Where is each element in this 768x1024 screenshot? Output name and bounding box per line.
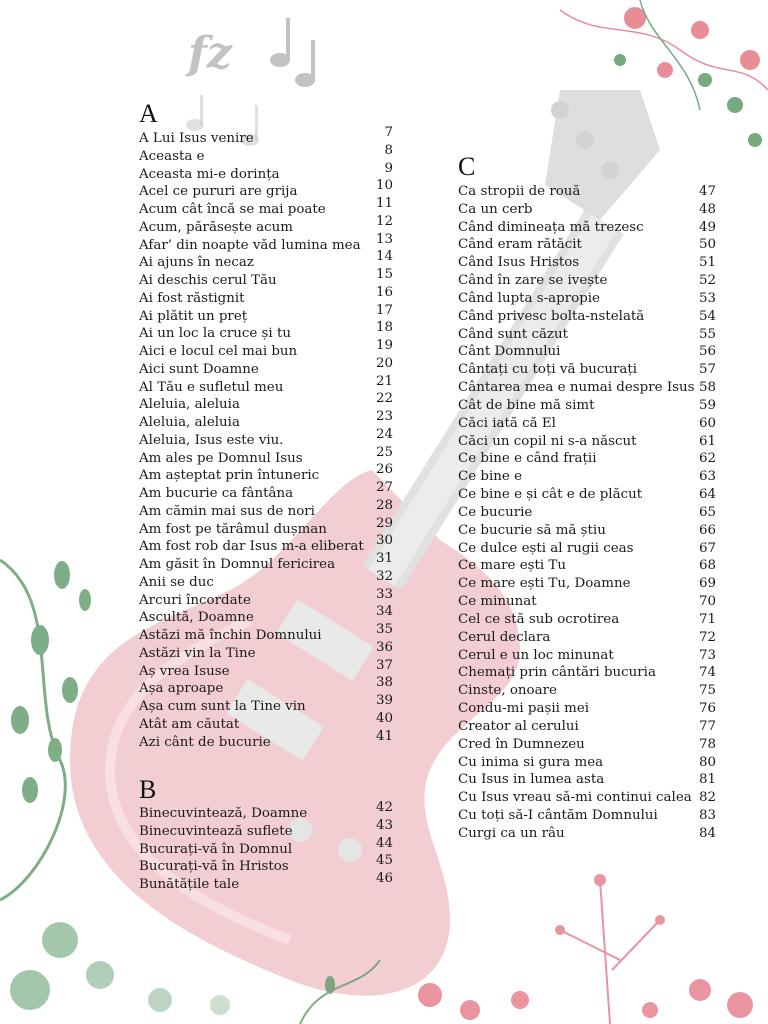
toc-entry[interactable] <box>458 700 716 717</box>
toc-entry-page-number: 60 <box>698 415 716 431</box>
toc-entry-page-number: 40 <box>375 710 393 726</box>
toc-entry[interactable] <box>139 728 393 751</box>
toc-entry-title: Căci iată că El <box>458 415 556 431</box>
toc-entry[interactable] <box>458 522 716 539</box>
toc-entry-title: Aici sunt Doamne <box>139 361 259 377</box>
toc-entry-page-number: 70 <box>698 594 716 610</box>
toc-entry[interactable] <box>139 710 393 733</box>
toc-entry[interactable] <box>458 682 716 699</box>
toc-entry-title: Ce bucurie <box>458 504 533 520</box>
toc-entry-page-number: 75 <box>698 683 716 699</box>
toc-entry-title: Aici e locul cel mai bun <box>139 344 298 359</box>
toc-entry-title: Așa cum sunt la Tine vin <box>139 699 306 714</box>
toc-entry-title: Am fost rob dar Isus m-a eliberat <box>139 539 364 555</box>
toc-entry-page-number: 73 <box>698 647 716 663</box>
toc-entry-page-number: 49 <box>698 219 716 235</box>
toc-entry[interactable] <box>458 647 716 664</box>
toc-entry-page-number: 30 <box>375 533 393 549</box>
toc-entry-page-number: 44 <box>375 835 393 851</box>
toc-entry-page-number: 84 <box>698 825 716 841</box>
toc-entry-title: Curgi ca un râu <box>458 825 565 841</box>
toc-entry[interactable] <box>139 657 393 680</box>
toc-entry[interactable] <box>139 213 393 236</box>
toc-entry-title: Ce mare ești Tu, Doamne <box>458 576 631 592</box>
toc-entry-title: Ce bine e când frații <box>458 451 597 467</box>
toc-entry-title: Am cămin mai sus de nori <box>139 503 315 519</box>
toc-entry[interactable] <box>458 825 716 842</box>
toc-entry[interactable] <box>139 497 393 520</box>
toc-entry[interactable] <box>139 302 393 325</box>
toc-entry-title: Aceasta e <box>139 148 205 164</box>
toc-entry-page-number: 55 <box>698 326 716 342</box>
toc-entry-title: Ce dulce ești al rugii ceas <box>458 540 634 556</box>
toc-entry-title: Binecuvintează suflete <box>139 823 293 839</box>
toc-entry-page-number: 18 <box>375 320 393 336</box>
toc-entry-page-number: 26 <box>375 462 393 478</box>
toc-entry[interactable] <box>139 800 393 822</box>
toc-entry-title: Aleluia, aleluia <box>139 415 240 430</box>
toc-entry-title: Când eram rătăcit <box>458 237 582 253</box>
toc-entry-page-number: 59 <box>698 397 716 413</box>
toc-entry[interactable] <box>458 789 716 806</box>
toc-entry[interactable] <box>139 267 393 289</box>
toc-entry-page-number: 71 <box>698 611 716 627</box>
toc-entry-title: Cu toți să-I cântăm Domnului <box>458 808 658 824</box>
toc-entry[interactable] <box>139 196 393 218</box>
toc-entry-page-number: 24 <box>375 426 393 442</box>
toc-entry[interactable] <box>139 604 393 626</box>
toc-entry-page-number: 78 <box>698 736 716 752</box>
toc-entry-page-number: 43 <box>375 817 393 833</box>
toc-entry-page-number: 66 <box>698 522 716 538</box>
toc-entry-page-number: 57 <box>698 362 716 378</box>
toc-entry-page-number: 29 <box>375 515 393 531</box>
section-letter: A <box>139 99 158 128</box>
toc-entry[interactable] <box>139 355 393 378</box>
toc-entry[interactable] <box>458 254 716 271</box>
toc-entry-page-number: 15 <box>375 267 393 282</box>
toc-entry-title: Ai fost răstignit <box>139 290 245 306</box>
toc-entry-page-number: 35 <box>375 622 393 637</box>
toc-entry[interactable] <box>458 540 716 557</box>
toc-entry-page-number: 28 <box>375 497 393 513</box>
toc-entry-page-number: 11 <box>375 196 393 211</box>
toc-entry[interactable] <box>139 533 393 555</box>
toc-entry[interactable] <box>458 272 716 289</box>
toc-entry[interactable] <box>139 320 393 342</box>
toc-entry[interactable] <box>139 480 393 502</box>
toc-entry-page-number: 17 <box>375 302 393 318</box>
toc-entry-page-number: 81 <box>698 772 716 788</box>
toc-entry[interactable] <box>139 249 393 271</box>
toc-entry-page-number: 54 <box>698 308 716 324</box>
toc-entry-page-number: 21 <box>375 373 393 389</box>
toc-entry-title: Când dimineața mă trezesc <box>458 219 644 235</box>
toc-entry[interactable] <box>139 444 393 467</box>
toc-entry-page-number: 80 <box>698 754 716 770</box>
toc-entry-title: Condu-mi pașii mei <box>458 701 590 717</box>
toc-entry[interactable] <box>458 504 716 521</box>
toc-entry-title: Am bucurie ca fântâna <box>139 486 294 501</box>
toc-entry[interactable] <box>139 693 393 715</box>
toc-entry-page-number: 46 <box>375 871 393 887</box>
toc-entry-title: Cel ce stă sub ocrotirea <box>458 611 620 627</box>
toc-entry-page-number: 69 <box>698 576 716 592</box>
toc-entry-title: Când sunt căzut <box>458 326 568 342</box>
toc-entry-title: Atât am căutat <box>139 716 240 732</box>
toc-entry-page-number: 83 <box>698 808 716 824</box>
toc-entry-title: Ce bine e și cât e de plăcut <box>458 487 643 503</box>
toc-entry-page-number: 39 <box>375 693 393 708</box>
toc-entry[interactable] <box>458 219 716 236</box>
toc-entry-title: Am așteptat prin întuneric <box>139 468 320 484</box>
dynamic-mark-text: fz <box>188 28 232 79</box>
toc-entry-title: Cântarea mea e numai despre Isus <box>458 380 695 396</box>
toc-entry[interactable] <box>139 622 393 644</box>
section-letter: B <box>139 775 157 804</box>
toc-entry[interactable] <box>139 373 393 396</box>
toc-entry[interactable] <box>458 450 716 467</box>
toc-entry[interactable] <box>139 835 393 858</box>
toc-entry-page-number: 76 <box>698 701 716 717</box>
toc-entry-page-number: 65 <box>698 504 716 520</box>
toc-entry-title: Astăzi mă închin Domnului <box>139 628 322 643</box>
toc-entry[interactable] <box>458 326 716 343</box>
toc-entry-page-number: 51 <box>698 255 716 271</box>
toc-entry[interactable] <box>458 290 716 307</box>
toc-entry-title: Când privesc bolta-nstelată <box>458 308 645 324</box>
toc-entry[interactable] <box>139 391 393 413</box>
toc-entry-page-number: 58 <box>698 380 716 396</box>
toc-entry-page-number: 50 <box>698 237 716 253</box>
toc-entry[interactable] <box>458 736 716 753</box>
toc-entry-title: Acel ce pururi are grija <box>139 184 298 200</box>
toc-entry-page-number: 45 <box>375 853 393 869</box>
toc-entry[interactable] <box>139 853 393 875</box>
toc-entry-title: Acum cât încă se mai poate <box>139 202 326 217</box>
toc-entry-title: Binecuvintează, Doamne <box>139 806 308 821</box>
toc-entry[interactable] <box>458 361 716 378</box>
toc-entry[interactable] <box>458 629 716 646</box>
toc-entry[interactable] <box>139 515 393 538</box>
toc-entry-page-number: 27 <box>375 480 393 495</box>
toc-entry-page-number: 64 <box>698 487 716 503</box>
toc-entry-page-number: 16 <box>375 284 393 300</box>
toc-entry[interactable] <box>458 486 716 503</box>
toc-entry-title: Ce bucurie să mă știu <box>458 522 606 538</box>
toc-entry-title: Așa aproape <box>139 681 224 697</box>
toc-entry-page-number: 53 <box>698 290 716 306</box>
toc-entry[interactable] <box>458 201 716 218</box>
toc-entry[interactable] <box>458 433 716 450</box>
toc-entry-title: Cât de bine mă simt <box>458 397 595 413</box>
toc-entry-page-number: 72 <box>698 629 716 645</box>
toc-entry-title: A Lui Isus venire <box>139 131 254 146</box>
toc-entry-title: Arcuri încordate <box>139 592 251 608</box>
toc-entry-title: Aceasta mi-e dorința <box>139 166 280 182</box>
toc-entry[interactable] <box>139 125 393 147</box>
toc-entry-title: Aș vrea Isuse <box>139 663 230 679</box>
toc-entry-page-number: 52 <box>698 273 716 289</box>
toc-entry-title: Când în zare se ivește <box>458 273 608 289</box>
toc-entry-title: Ce mare ești Tu <box>458 558 566 574</box>
toc-entry-page-number: 42 <box>375 800 393 815</box>
toc-entry-title: Azi cânt de bucurie <box>139 734 271 750</box>
toc-entry[interactable] <box>458 664 716 681</box>
toc-entry[interactable] <box>458 593 716 610</box>
toc-entry-page-number: 8 <box>384 142 393 158</box>
toc-entry-title: Aleluia, Isus este viu. <box>139 432 284 448</box>
toc-entry-page-number: 47 <box>698 184 716 199</box>
toc-entry-title: Ai deschis cerul Tău <box>139 273 277 288</box>
toc-entry-title: Cu Isus vreau să-mi continui calea <box>458 790 692 806</box>
toc-entry[interactable] <box>139 639 393 662</box>
toc-entry-title: Bunătățile tale <box>139 877 240 893</box>
toc-entry-title: Ai un loc la cruce și tu <box>139 326 291 342</box>
toc-entry-title: Bucurați-vă în Hristos <box>139 859 289 875</box>
toc-entry-page-number: 63 <box>698 469 716 485</box>
toc-entry-page-number: 23 <box>375 409 393 424</box>
toc-entry-page-number: 9 <box>384 160 393 176</box>
toc-entry[interactable] <box>458 575 716 592</box>
toc-entry-page-number: 31 <box>375 551 393 566</box>
toc-entry-page-number: 10 <box>375 178 393 194</box>
toc-entry-page-number: 32 <box>375 568 393 584</box>
toc-entry[interactable] <box>458 308 716 325</box>
toc-entry[interactable] <box>458 718 716 735</box>
toc-entry[interactable] <box>458 397 716 414</box>
toc-entry-title: Cânt Domnului <box>458 344 561 360</box>
toc-entry[interactable] <box>458 807 716 824</box>
toc-entry[interactable] <box>458 557 716 574</box>
toc-entry[interactable] <box>458 236 716 253</box>
toc-entry[interactable] <box>139 871 393 893</box>
toc-entry-page-number: 22 <box>375 391 393 407</box>
toc-entry-title: Am fost pe tărâmul dușman <box>139 521 327 537</box>
toc-entry-title: Ascultă, Doamne <box>139 610 254 626</box>
toc-entry-title: Cerul e un loc minunat <box>458 647 614 663</box>
toc-entry-title: Ca un cerb <box>458 201 533 217</box>
toc-entry-page-number: 36 <box>375 639 393 655</box>
toc-entry[interactable] <box>458 379 716 396</box>
toc-entry[interactable] <box>139 568 393 591</box>
toc-entry-page-number: 82 <box>698 790 716 806</box>
toc-entry-title: Cerul declara <box>458 629 551 645</box>
toc-entry-page-number: 12 <box>375 213 393 229</box>
toc-entry-title: Astăzi vin la Tine <box>139 645 256 661</box>
toc-entry-page-number: 19 <box>375 338 393 353</box>
toc-entry-page-number: 20 <box>375 355 393 371</box>
toc-entry-title: Ai ajuns în necaz <box>139 255 254 271</box>
toc-entry[interactable] <box>139 409 393 431</box>
toc-entry-title: Când Isus Hristos <box>458 255 580 271</box>
toc-entry-title: Cu Isus in lumea asta <box>458 772 605 788</box>
toc-entry-title: Cu inima si gura mea <box>458 754 604 770</box>
toc-entry-page-number: 7 <box>384 125 393 140</box>
toc-entry[interactable] <box>139 586 393 609</box>
toc-entry-title: Creator al cerului <box>458 718 579 734</box>
toc-entry-title: Ca stropii de rouă <box>458 184 581 199</box>
toc-entry[interactable] <box>458 183 716 200</box>
toc-entry-title: Ce bine e <box>458 469 523 485</box>
toc-entry-title: Anii se duc <box>139 574 214 590</box>
toc-entry-title: Ai plătit un preț <box>139 308 248 324</box>
toc-entry-page-number: 37 <box>375 657 393 673</box>
music-notes-decoration <box>185 18 315 146</box>
toc-entry-title: Cântați cu toți vă bucurați <box>458 362 638 378</box>
toc-entry-title: Chemați prin cântări bucuria <box>458 665 656 681</box>
toc-entry-title: Am ales pe Domnul Isus <box>139 450 303 466</box>
toc-entry-page-number: 14 <box>375 249 393 265</box>
toc-entry[interactable] <box>139 178 393 200</box>
toc-entry-page-number: 56 <box>698 344 716 360</box>
toc-entry[interactable] <box>139 160 393 183</box>
toc-entry[interactable] <box>139 338 393 360</box>
toc-entry-title: Acum, părăsește acum <box>139 219 293 235</box>
toc-entry[interactable] <box>458 754 716 771</box>
toc-entry-page-number: 61 <box>698 433 716 449</box>
toc-entry-title: Când lupta s-apropie <box>458 290 600 306</box>
toc-entry-title: Aleluia, aleluia <box>139 397 240 413</box>
toc-entry-page-number: 13 <box>375 231 393 247</box>
toc-entry-page-number: 68 <box>698 558 716 574</box>
toc-entry-page-number: 38 <box>375 675 393 691</box>
toc-entry[interactable] <box>139 231 393 254</box>
toc-entry-page-number: 48 <box>698 201 716 217</box>
toc-entry-page-number: 74 <box>698 665 716 681</box>
section-letter: C <box>458 152 476 181</box>
toc-entry[interactable] <box>139 817 393 840</box>
toc-entry-title: Ce minunat <box>458 594 537 610</box>
toc-entry-page-number: 67 <box>698 540 716 556</box>
toc-entry-title: Cinste, onoare <box>458 683 557 699</box>
toc-entry-title: Căci un copil ni s-a născut <box>458 433 637 449</box>
toc-entry[interactable] <box>139 462 393 484</box>
toc-entry-page-number: 34 <box>375 604 393 620</box>
toc-entry-title: Am găsit în Domnul fericirea <box>139 557 336 572</box>
toc-entry[interactable] <box>458 468 716 485</box>
toc-entry-page-number: 33 <box>375 586 393 602</box>
toc-entry[interactable] <box>139 675 393 697</box>
toc-entry[interactable] <box>139 142 393 165</box>
toc-entry-page-number: 41 <box>375 728 393 744</box>
toc-entry-title: Al Tău e sufletul meu <box>139 379 284 395</box>
toc-entry-title: Afar’ din noapte văd lumina mea <box>139 237 361 253</box>
toc-entry[interactable] <box>458 415 716 432</box>
toc-entry[interactable] <box>139 426 393 449</box>
toc-entry[interactable] <box>458 611 716 628</box>
toc-entry-page-number: 25 <box>375 444 393 460</box>
toc-entry-title: Bucurați-vă în Domnul <box>139 841 293 857</box>
toc-entry-title: Cred în Dumnezeu <box>458 736 585 752</box>
toc-entry-page-number: 62 <box>698 451 716 467</box>
toc-entry[interactable] <box>458 771 716 788</box>
toc-entry[interactable] <box>139 551 393 573</box>
toc-entry[interactable] <box>139 284 393 307</box>
toc-entry-page-number: 77 <box>698 718 716 734</box>
toc-entry[interactable] <box>458 343 716 360</box>
